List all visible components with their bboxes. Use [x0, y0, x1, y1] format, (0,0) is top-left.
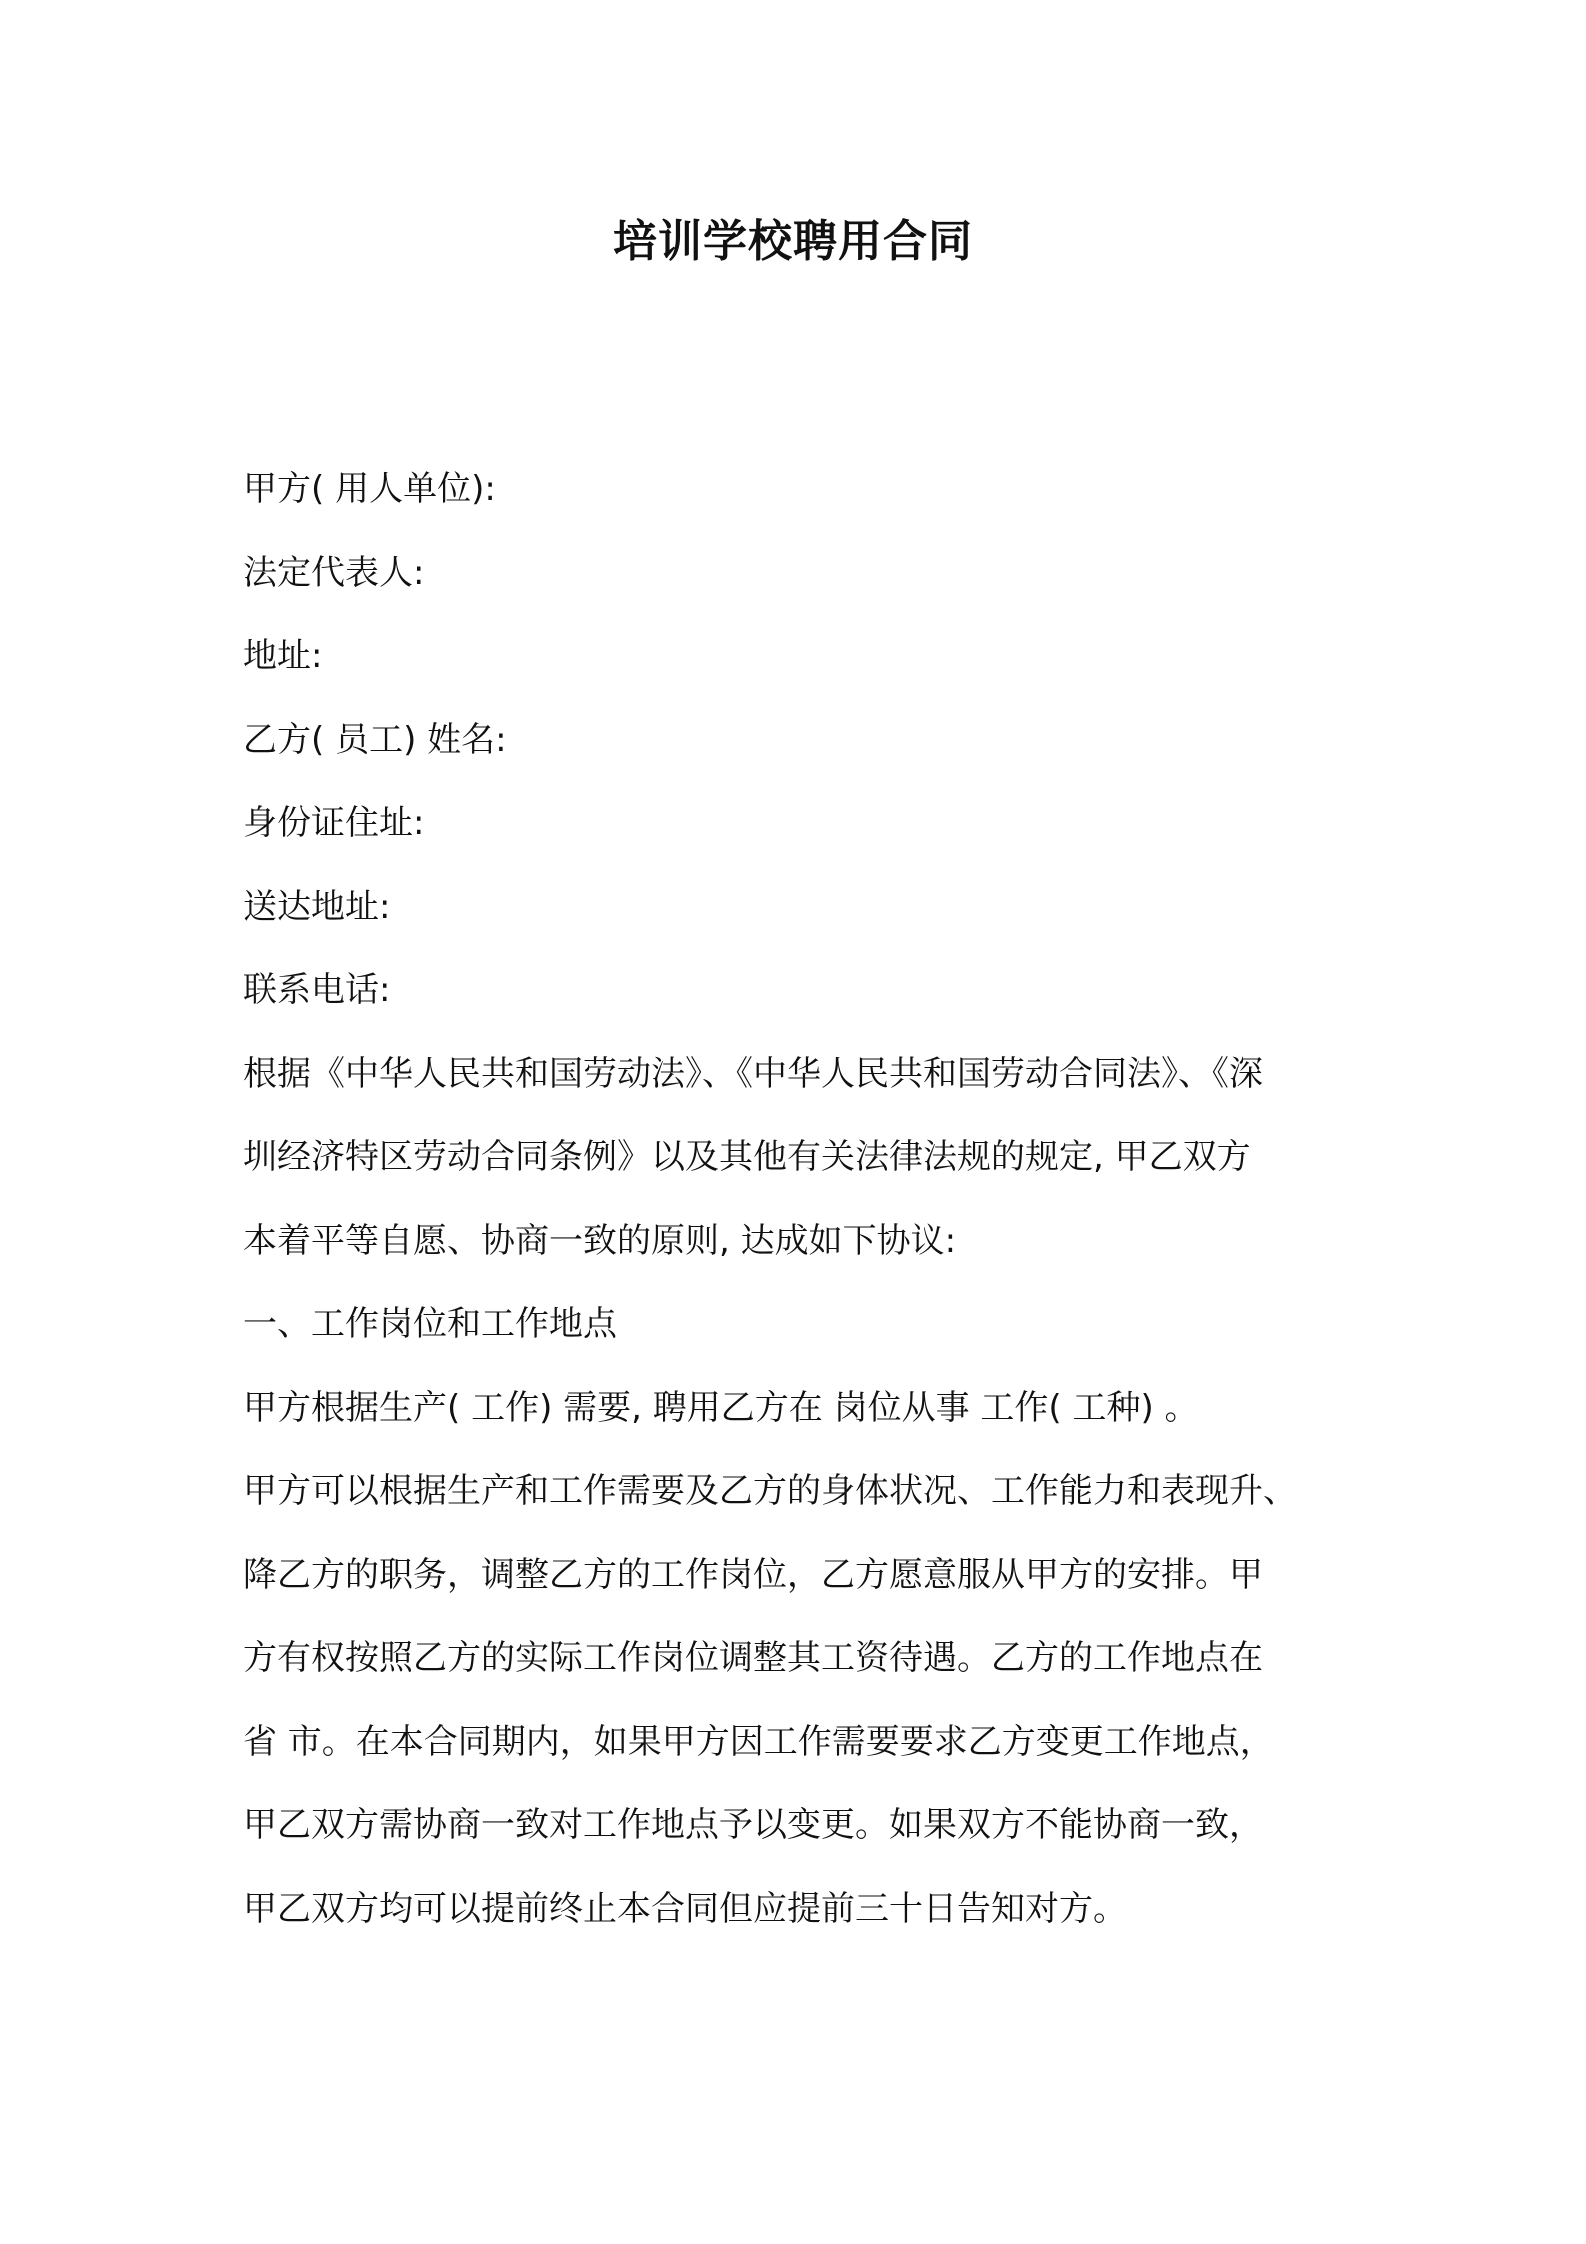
section-1-paragraph — [243, 1367, 1383, 1952]
paragraph-line: 根据《中华人民共和国劳动法》、《中华人民共和国劳动合同法》、《深 — [243, 1053, 1263, 1094]
paragraph-line: 本着平等自愿、协商一致的原则, 达成如下协议: — [243, 1220, 957, 1261]
field-delivery-address: 送达地址: — [243, 886, 391, 927]
section-heading: 一、工作岗位和工作地点 — [243, 1304, 617, 1344]
paragraph-line: 甲乙双方均可以提前终止本合同但应提前三十日告知对方。 — [243, 1888, 1127, 1929]
field-legal-representative: 法定代表人: — [243, 552, 425, 593]
paragraph-line: 圳经济特区劳动合同条例》以及其他有关法律法规的规定, 甲乙双方 — [243, 1137, 1251, 1177]
preamble-paragraph — [243, 1033, 1383, 1284]
document-title: 培训学校聘用合同 — [613, 216, 973, 267]
field-address: 地址: — [243, 636, 323, 676]
paragraph-line: 甲方根据生产( 工作) 需要, 聘用乙方在 岗位从事 工作( 工种) 。 — [243, 1387, 1199, 1428]
document-body — [243, 448, 1383, 1951]
field-party-a: 甲方( 用人单位): — [243, 469, 496, 509]
paragraph-line: 省 市。在本合同期内，如果甲方因工作需要要求乙方变更工作地点， — [243, 1721, 1274, 1762]
paragraph-line: 甲乙双方需协商一致对工作地点予以变更。如果双方不能协商一致， — [243, 1805, 1263, 1845]
field-id-address: 身份证住址: — [243, 803, 425, 843]
field-phone: 联系电话: — [243, 970, 391, 1010]
paragraph-line: 降乙方的职务，调整乙方的工作岗位，乙方愿意服从甲方的安排。甲 — [243, 1554, 1263, 1595]
paragraph-line: 甲方可以根据生产和工作需要及乙方的身体状况、工作能力和表现升、 — [243, 1471, 1297, 1511]
paragraph-line: 方有权按照乙方的实际工作岗位调整其工资待遇。乙方的工作地点在 — [243, 1638, 1263, 1678]
field-party-b-name: 乙方( 员工) 姓名: — [243, 719, 507, 760]
